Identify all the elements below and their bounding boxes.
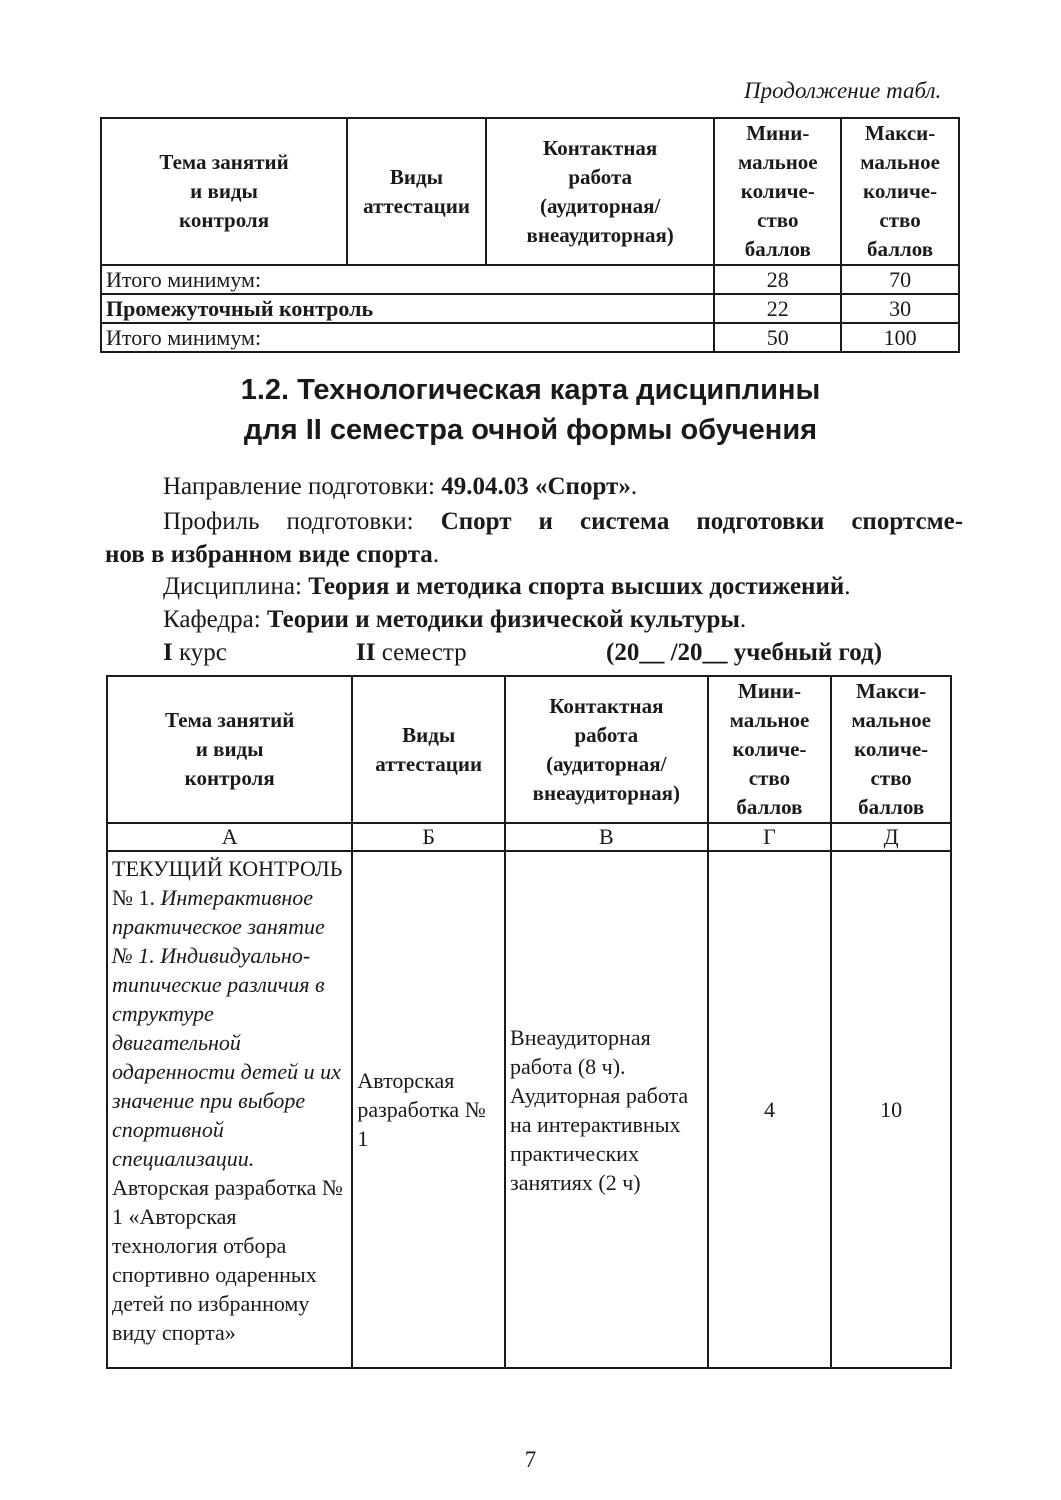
topic-italic-description: Интерактивное практическое занятие № 1. Индивидуально-типические различия в структуре двигательной одаренности детей и их значение при выборе спортивной специализации. [112, 885, 341, 1171]
semester-info [356, 636, 467, 670]
discipline-value: Теория и методика спорта высших достижений [308, 573, 845, 600]
table-row [101, 265, 959, 294]
profile-label: Профиль подготовки: [163, 508, 414, 535]
section-title-line2: для II семестра очной формы обучения [243, 414, 818, 446]
row-label: Итого минимум: [101, 265, 714, 294]
header-max: Макси- мальное количе- ство баллов [831, 676, 951, 823]
topic-control-title: ТЕКУЩИЙ КОНТРОЛЬ № 1. [112, 856, 343, 910]
course-word: курс [178, 639, 227, 666]
academic-year: (20__ /20__ учебный год) [606, 639, 883, 666]
continuation-label: Продолжение табл. [744, 78, 942, 103]
column-letter: Б [352, 823, 505, 851]
header-min: Мини- мальное количе- ство баллов [714, 118, 841, 265]
table-row [101, 323, 959, 352]
column-letters-row [107, 823, 951, 851]
header-topic: Тема занятий и виды контроля [101, 118, 347, 265]
header-max: Макси- мальное количе- ство баллов [841, 118, 959, 265]
contact-cell: Внеаудиторная работа (8 ч). Аудиторная работа на интерактивных практических занятиях (2 ч) [505, 851, 708, 1368]
row-label: Промежуточный контроль [101, 294, 714, 323]
table-semester-2 [106, 675, 952, 1369]
direction-label: Направление подготовки: [163, 473, 435, 500]
row-max: 70 [841, 265, 959, 294]
table-row [107, 851, 951, 1368]
row-max: 30 [841, 294, 959, 323]
semester-num: II [356, 639, 376, 666]
table-continued [100, 117, 960, 353]
discipline-label: Дисциплина: [163, 573, 302, 600]
discipline-line: Дисциплина: Теория и методика спорта высших достижений. [163, 573, 851, 600]
table-header-row [107, 676, 951, 823]
header-contact: Контактная работа (аудиторная/ внеаудиторная) [505, 676, 708, 823]
header-attestation: Виды аттестации [347, 118, 486, 265]
column-letter: Д [831, 823, 951, 851]
row-min: 28 [714, 265, 841, 294]
department-line: Кафедра: Теории и методики физической культуры. [163, 606, 747, 633]
section-title [0, 370, 1061, 450]
row-min: 50 [714, 323, 841, 352]
attestation-cell: Авторская разработка № 1 [352, 851, 505, 1368]
direction-value: 49.04.03 «Спорт» [441, 473, 631, 500]
direction-line: Направление подготовки: 49.04.03 «Спорт». [163, 473, 638, 500]
department-value: Теории и методики физической культуры [266, 606, 740, 633]
column-letter: В [505, 823, 708, 851]
profile-line1 [163, 505, 963, 539]
column-letter: Г [708, 823, 832, 851]
min-score-cell: 4 [708, 851, 832, 1368]
table-row [101, 294, 959, 323]
semester-word: семестр [381, 639, 467, 666]
section-title-line1: 1.2. Технологическая карта дисциплины [240, 374, 821, 406]
header-topic: Тема занятий и виды контроля [107, 676, 352, 823]
profile-line2: нов в избранном виде спорта. [105, 541, 440, 568]
profile-value-part2: нов в избранном виде спорта [105, 541, 433, 568]
topic-author-development: Авторская разработка № 1 «Авторская технология отбора спортивно одаренных детей по избранному виду спорта» [112, 1175, 343, 1345]
row-max: 100 [841, 323, 959, 352]
header-attestation: Виды аттестации [352, 676, 505, 823]
header-contact: Контактная работа (аудиторная/ внеаудиторная) [486, 118, 715, 265]
table-header-row [101, 118, 959, 265]
course-num: I [163, 639, 173, 666]
course-info [163, 636, 227, 670]
column-letter: А [107, 823, 352, 851]
max-score-cell: 10 [831, 851, 951, 1368]
row-label: Итого минимум: [101, 323, 714, 352]
page-number: 7 [524, 1447, 537, 1472]
topic-cell [107, 851, 352, 1368]
profile-value-part1: Спорт и система подготовки спортсме- [440, 508, 964, 535]
department-label: Кафедра: [163, 606, 261, 633]
row-min: 22 [714, 294, 841, 323]
header-min: Мини- мальное количе- ство баллов [708, 676, 832, 823]
